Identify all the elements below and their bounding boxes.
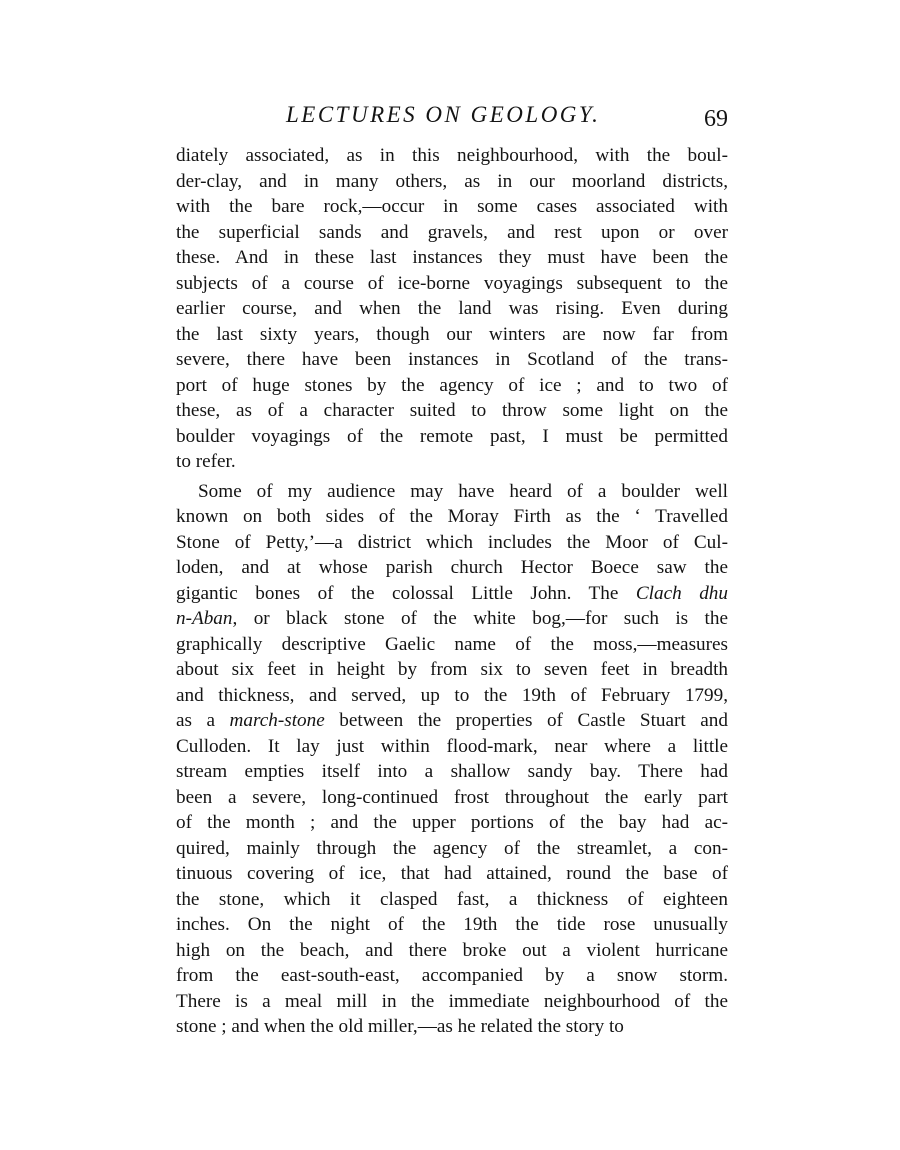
text-line <box>176 245 728 271</box>
italic-text: march-stone <box>229 710 325 731</box>
text-line <box>176 169 728 195</box>
text-run: Some of my audience may have heard of a boulder well <box>198 480 728 502</box>
text-line <box>176 296 728 322</box>
text-run: the last sixty years, though our winters are now far from <box>176 323 728 345</box>
text-run: tinuous covering of ice, that had attained, round the base of <box>176 863 728 884</box>
text-line <box>176 657 728 683</box>
paragraph <box>176 143 728 475</box>
text-line <box>176 479 728 505</box>
text-run: earlier course, and when the land was rising. Even during <box>176 298 728 319</box>
italic-text: Clach dhu <box>635 582 728 604</box>
text-line <box>176 322 728 348</box>
text-line <box>176 632 728 658</box>
text-run: stone ; and when the old miller,—as he related the story to <box>176 1016 624 1037</box>
text-line <box>176 347 728 373</box>
text-run: inches. On the night of the 19th the tide rose unusually <box>176 914 728 935</box>
text-run: about six feet in height by from six to seven feet in breadth <box>176 659 728 680</box>
text-line <box>176 785 728 811</box>
text-line <box>176 424 728 450</box>
text-run: these, as of a character suited to throw some light on the <box>176 400 728 421</box>
text-line <box>176 734 728 760</box>
text-run: graphically descriptive Gaelic name of the moss,—measures <box>176 633 728 655</box>
running-head <box>176 98 728 132</box>
text-line <box>176 373 728 399</box>
text-line <box>176 810 728 836</box>
text-run: between the properties of Castle Stuart and <box>324 710 728 731</box>
text-line <box>176 683 728 709</box>
text-run: the stone, which it clasped fast, a thickness of eighteen <box>176 888 728 910</box>
text-run: Stone of Petty,’—a district which includes the Moor of Cul- <box>176 531 728 553</box>
text-run: these. And in these last instances they must have been the <box>176 247 728 268</box>
text-run: subjects of a course of ice-borne voyagings subsequent to the <box>176 272 728 294</box>
text-line <box>176 398 728 424</box>
text-line <box>176 759 728 785</box>
text-line <box>176 271 728 297</box>
text-run: of the month ; and the upper portions of the bay had ac- <box>176 812 728 833</box>
text-run: stream empties itself into a shallow sandy bay. There had <box>176 761 728 782</box>
text-line <box>176 1014 728 1040</box>
text-run: port of huge stones by the agency of ice ; and to two of <box>176 374 728 396</box>
text-line <box>176 836 728 862</box>
text-run: gigantic bones of the colossal Little John. The <box>176 582 636 604</box>
text-run: Culloden. It lay just within flood-mark, near where a little <box>176 735 728 757</box>
text-run: severe, there have been instances in Scotland of the trans- <box>176 349 728 370</box>
text-line <box>176 555 728 581</box>
text-line <box>176 581 728 607</box>
text-line <box>176 887 728 913</box>
text-line <box>176 504 728 530</box>
page-number: 69 <box>704 106 728 132</box>
text-line <box>176 530 728 556</box>
text-line <box>176 989 728 1015</box>
text-run: high on the beach, and there broke out a violent hurricane <box>176 939 728 961</box>
text-run: been a severe, long-continued frost throughout the early part <box>176 786 728 808</box>
text-line <box>176 143 728 169</box>
text-run: der-clay, and in many others, as in our moorland districts, <box>176 170 728 192</box>
text-run: from the east-south-east, accompanied by a snow storm. <box>176 965 728 986</box>
running-title: LECTURES ON GEOLOGY. <box>286 102 601 127</box>
text-line <box>176 449 728 475</box>
text-run: as a <box>176 710 230 731</box>
text-line <box>176 606 728 632</box>
text-run: with the bare rock,—occur in some cases associated with <box>176 196 728 217</box>
text-run: to refer. <box>176 451 236 472</box>
text-run: known on both sides of the Moray Firth as the ‘ Travelled <box>176 506 728 527</box>
text-line <box>176 861 728 887</box>
text-run: the superficial sands and gravels, and rest upon or over <box>176 221 728 243</box>
paragraph <box>176 479 728 1040</box>
text-run: , or black stone of the white bog,—for such is the <box>232 608 728 629</box>
text-line <box>176 220 728 246</box>
text-run: and thickness, and served, up to the 19th of February 1799, <box>176 684 728 706</box>
text-line <box>176 708 728 734</box>
text-line <box>176 963 728 989</box>
text-line <box>176 912 728 938</box>
italic-text: n-Aban <box>176 608 233 629</box>
text-run: loden, and at whose parish church Hector Boece saw the <box>176 557 728 578</box>
text-run: There is a meal mill in the immediate neighbourhood of the <box>176 990 728 1012</box>
text-run: boulder voyagings of the remote past, I must be permitted <box>176 425 728 447</box>
text-line <box>176 938 728 964</box>
text-run: diately associated, as in this neighbourhood, with the boul- <box>176 145 728 166</box>
text-line <box>176 194 728 220</box>
body-text <box>176 143 728 1040</box>
text-run: quired, mainly through the agency of the streamlet, a con- <box>176 837 728 859</box>
